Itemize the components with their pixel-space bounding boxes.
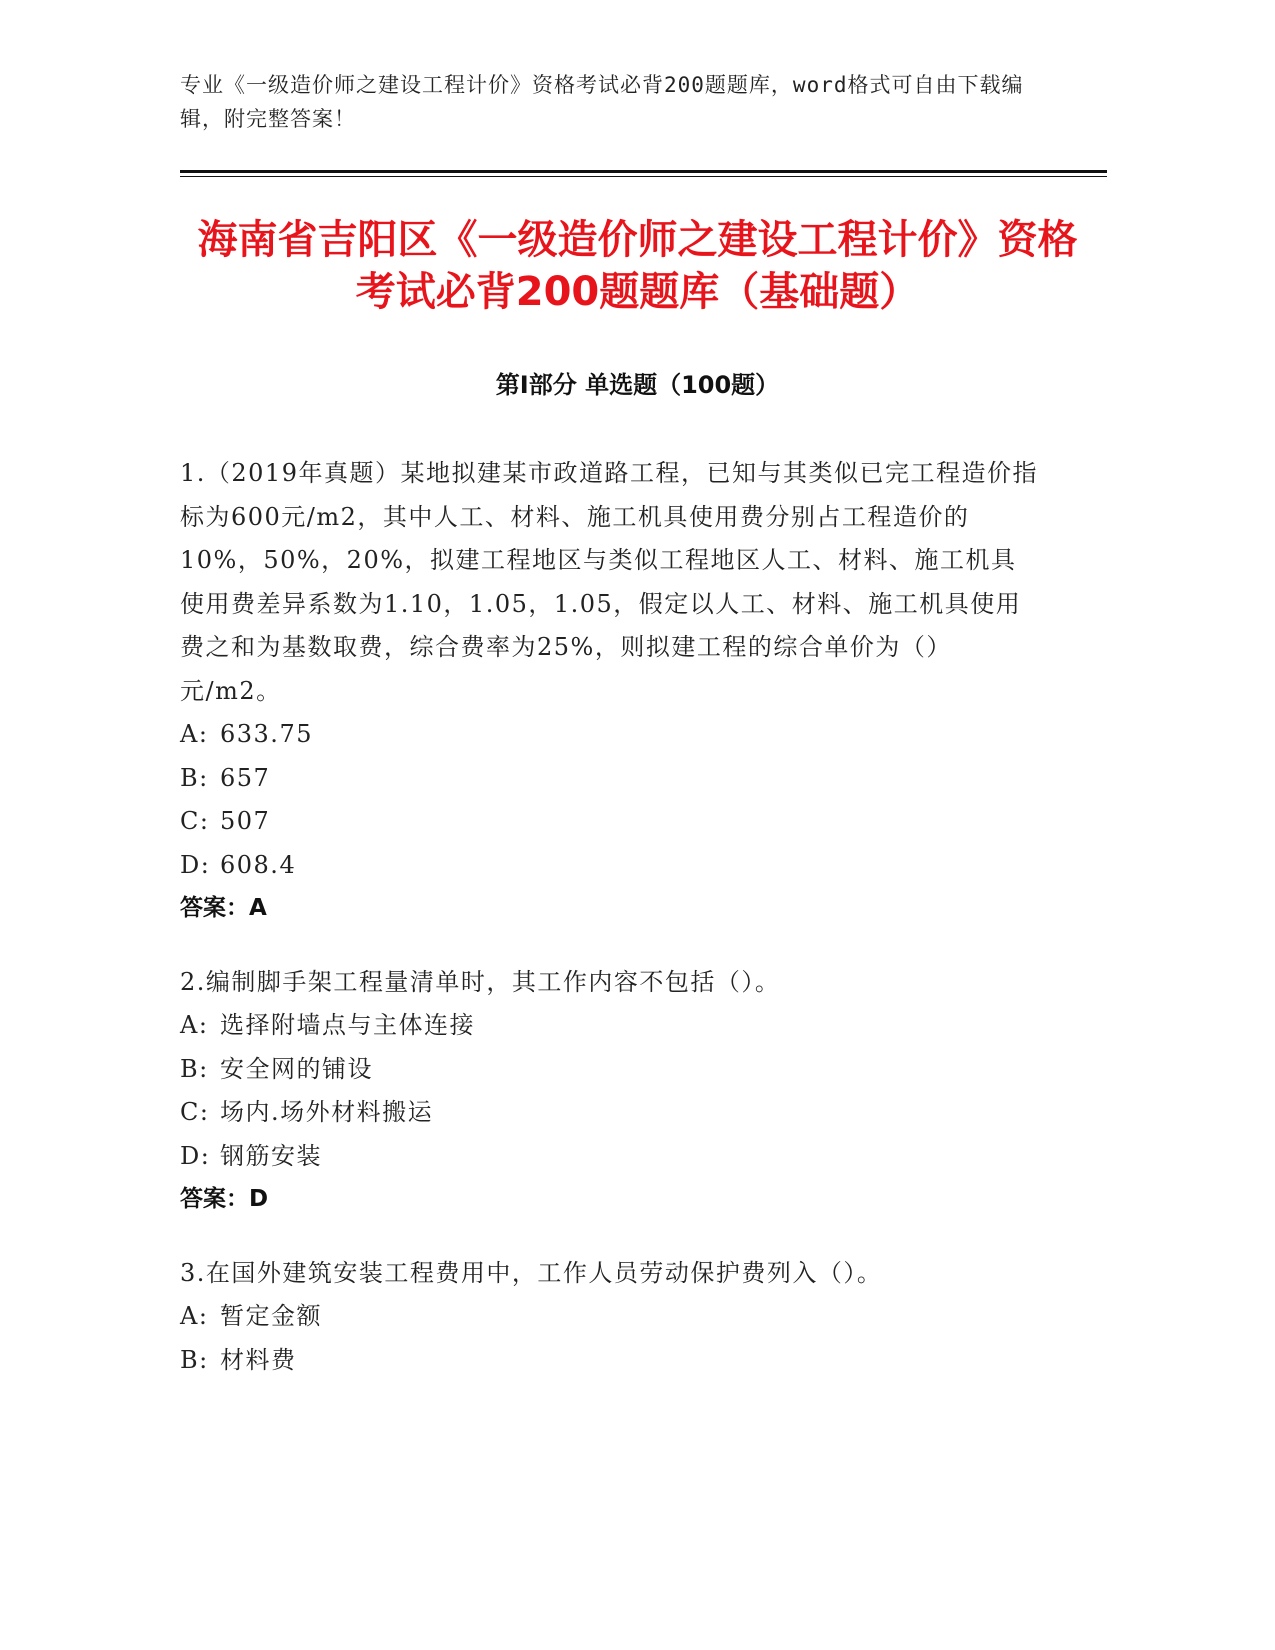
option-text: 507 xyxy=(220,807,271,835)
option-a xyxy=(180,1004,1040,1048)
option-key: A: xyxy=(180,1302,209,1330)
option-a xyxy=(180,713,1040,757)
option-key: B: xyxy=(180,763,209,792)
question-stem: 2.编制脚手架工程量清单时，其工作内容不包括（）。 xyxy=(180,967,781,996)
option-b xyxy=(180,1048,1040,1092)
option-text: 材料费 xyxy=(220,1345,297,1374)
header-note: 专业《一级造价师之建设工程计价》资格考试必背200题题库，word格式可自由下载编辑，附完整答案！ xyxy=(180,73,1024,131)
answer-label: 答案： xyxy=(180,895,249,921)
option-b xyxy=(180,1339,1040,1383)
answer-line xyxy=(180,887,1040,931)
option-text: 场内.场外材料搬运 xyxy=(220,1098,434,1126)
option-d xyxy=(180,844,1040,888)
option-text: 657 xyxy=(220,763,271,792)
answer-value: D xyxy=(249,1186,269,1212)
option-key: D: xyxy=(180,1141,211,1170)
section-heading: 第I部分 单选题（100题） xyxy=(495,371,780,399)
question-3 xyxy=(180,1252,1040,1383)
answer-line xyxy=(180,1178,1040,1222)
question-list xyxy=(180,452,1040,1412)
option-key: C: xyxy=(180,807,210,835)
header-divider-thick xyxy=(180,170,1107,173)
question-2 xyxy=(180,961,1040,1222)
option-c xyxy=(180,800,1040,844)
option-text: 暂定金额 xyxy=(220,1302,322,1330)
answer-label: 答案： xyxy=(180,1186,249,1212)
option-text: 安全网的铺设 xyxy=(220,1054,373,1083)
question-1 xyxy=(180,452,1040,931)
option-key: B: xyxy=(180,1054,209,1083)
option-text: 选择附墙点与主体连接 xyxy=(220,1011,475,1039)
option-text: 608.4 xyxy=(220,850,297,879)
question-stem: 1.（2019年真题）某地拟建某市政道路工程，已知与其类似已完工程造价指标为600元/m2，其中人工、材料、施工机具使用费分别占工程造价的10%，50%，20%，拟建工程地区与类似工程地区人工、材料、施工机具使用费差异系数为1.10，1.05，1.05，假定以人工、材料、施工机具使用费之和为基数取费，综合费率为25%，则拟建工程的综合单价为（）元/m2。 xyxy=(180,459,1038,705)
question-stem: 3.在国外建筑安装工程费用中，工作人员劳动保护费列入（）。 xyxy=(180,1258,883,1287)
option-key: A: xyxy=(180,1011,209,1039)
option-key: A: xyxy=(180,720,209,748)
option-key: C: xyxy=(180,1098,210,1126)
document-title: 海南省吉阳区《一级造价师之建设工程计价》资格考试必背200题题库（基础题） xyxy=(197,217,1078,315)
option-a xyxy=(180,1295,1040,1339)
option-c xyxy=(180,1091,1040,1135)
option-text: 633.75 xyxy=(220,720,313,748)
option-text: 钢筋安装 xyxy=(220,1141,322,1170)
header-divider-thin xyxy=(180,176,1107,177)
option-key: D: xyxy=(180,850,211,879)
option-d xyxy=(180,1135,1040,1179)
option-key: B: xyxy=(180,1345,209,1374)
answer-value: A xyxy=(249,895,267,921)
option-b xyxy=(180,757,1040,801)
